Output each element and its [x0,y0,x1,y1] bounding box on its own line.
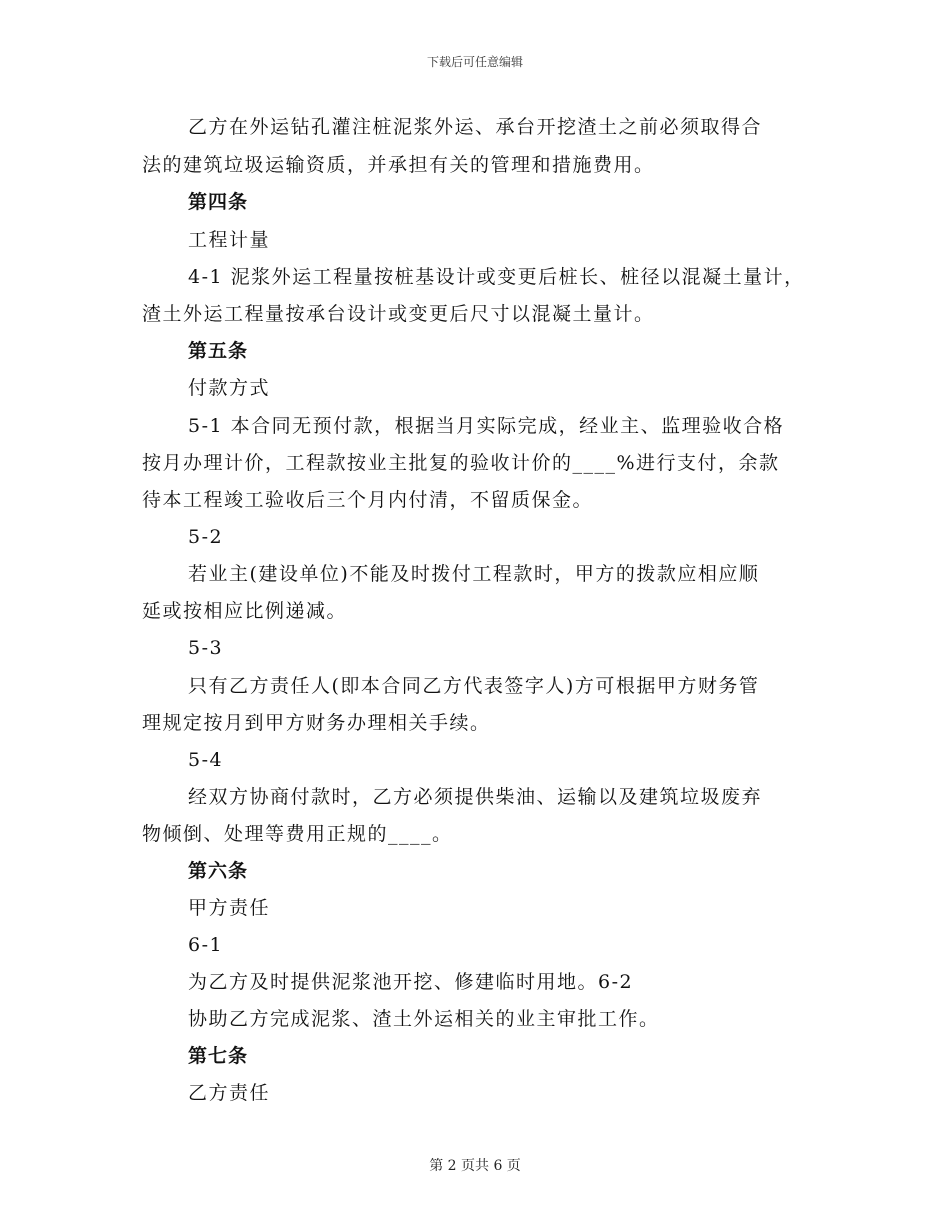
article-4-subheading: 工程计量 [188,229,271,251]
clause-5-2-line: 延或按相应比例递减。 [142,600,348,622]
clause-5-1-line: 5-1 本合同无预付款，根据当月实际完成，经业主、监理验收合格 [188,415,785,437]
paragraph-line: 法的建筑垃圾运输资质，并承担有关的管理和措施费用。 [142,154,655,176]
article-5-heading: 第五条 [188,340,249,362]
article-7-subheading: 乙方责任 [188,1082,271,1104]
clause-5-2-line: 若业主(建设单位)不能及时拨付工程款时，甲方的拨款应相应顺 [188,563,760,585]
clause-6-2-line: 协助乙方完成泥浆、渣土外运相关的业主审批工作。 [188,1008,660,1030]
article-6-heading: 第六条 [188,860,249,882]
article-7-heading: 第七条 [188,1045,249,1067]
clause-5-3-line: 理规定按月到甲方财务办理相关手续。 [142,712,491,734]
clause-number: 6-1 [188,934,224,956]
clause-5-3-line: 只有乙方责任人(即本合同乙方代表签字人)方可根据甲方财务管 [188,675,760,697]
clause-5-1-line: 待本工程竣工验收后三个月内付清，不留质保金。 [142,489,594,511]
clause-5-1-line: 按月办理计价，工程款按业主批复的验收计价的____%进行支付，余款 [142,452,780,474]
clause-4-1-line: 渣土外运工程量按承台设计或变更后尺寸以混凝土量计。 [142,303,655,325]
page-header: 下载后可任意编辑 [426,55,523,69]
clause-5-4-line: 物倾倒、处理等费用正规的____。 [142,823,453,845]
clause-number: 5-2 [188,526,224,548]
clause-number: 5-4 [188,749,224,771]
clause-number: 5-3 [188,637,224,659]
article-4-heading: 第四条 [188,191,249,213]
clause-4-1-line: 4-1 泥浆外运工程量按桩基设计或变更后桩长、桩径以混凝土量计， [188,266,805,288]
page-footer: 第 2 页共 6 页 [429,1158,521,1174]
article-5-subheading: 付款方式 [188,377,271,399]
article-6-subheading: 甲方责任 [188,897,271,919]
clause-5-4-line: 经双方协商付款时，乙方必须提供柴油、运输以及建筑垃圾废弃 [188,786,763,808]
paragraph-line: 乙方在外运钻孔灌注桩泥浆外运、承台开挖渣土之前必须取得合 [188,116,763,138]
clause-6-1-line: 为乙方及时提供泥浆池开挖、修建临时用地。6-2 [188,971,634,993]
